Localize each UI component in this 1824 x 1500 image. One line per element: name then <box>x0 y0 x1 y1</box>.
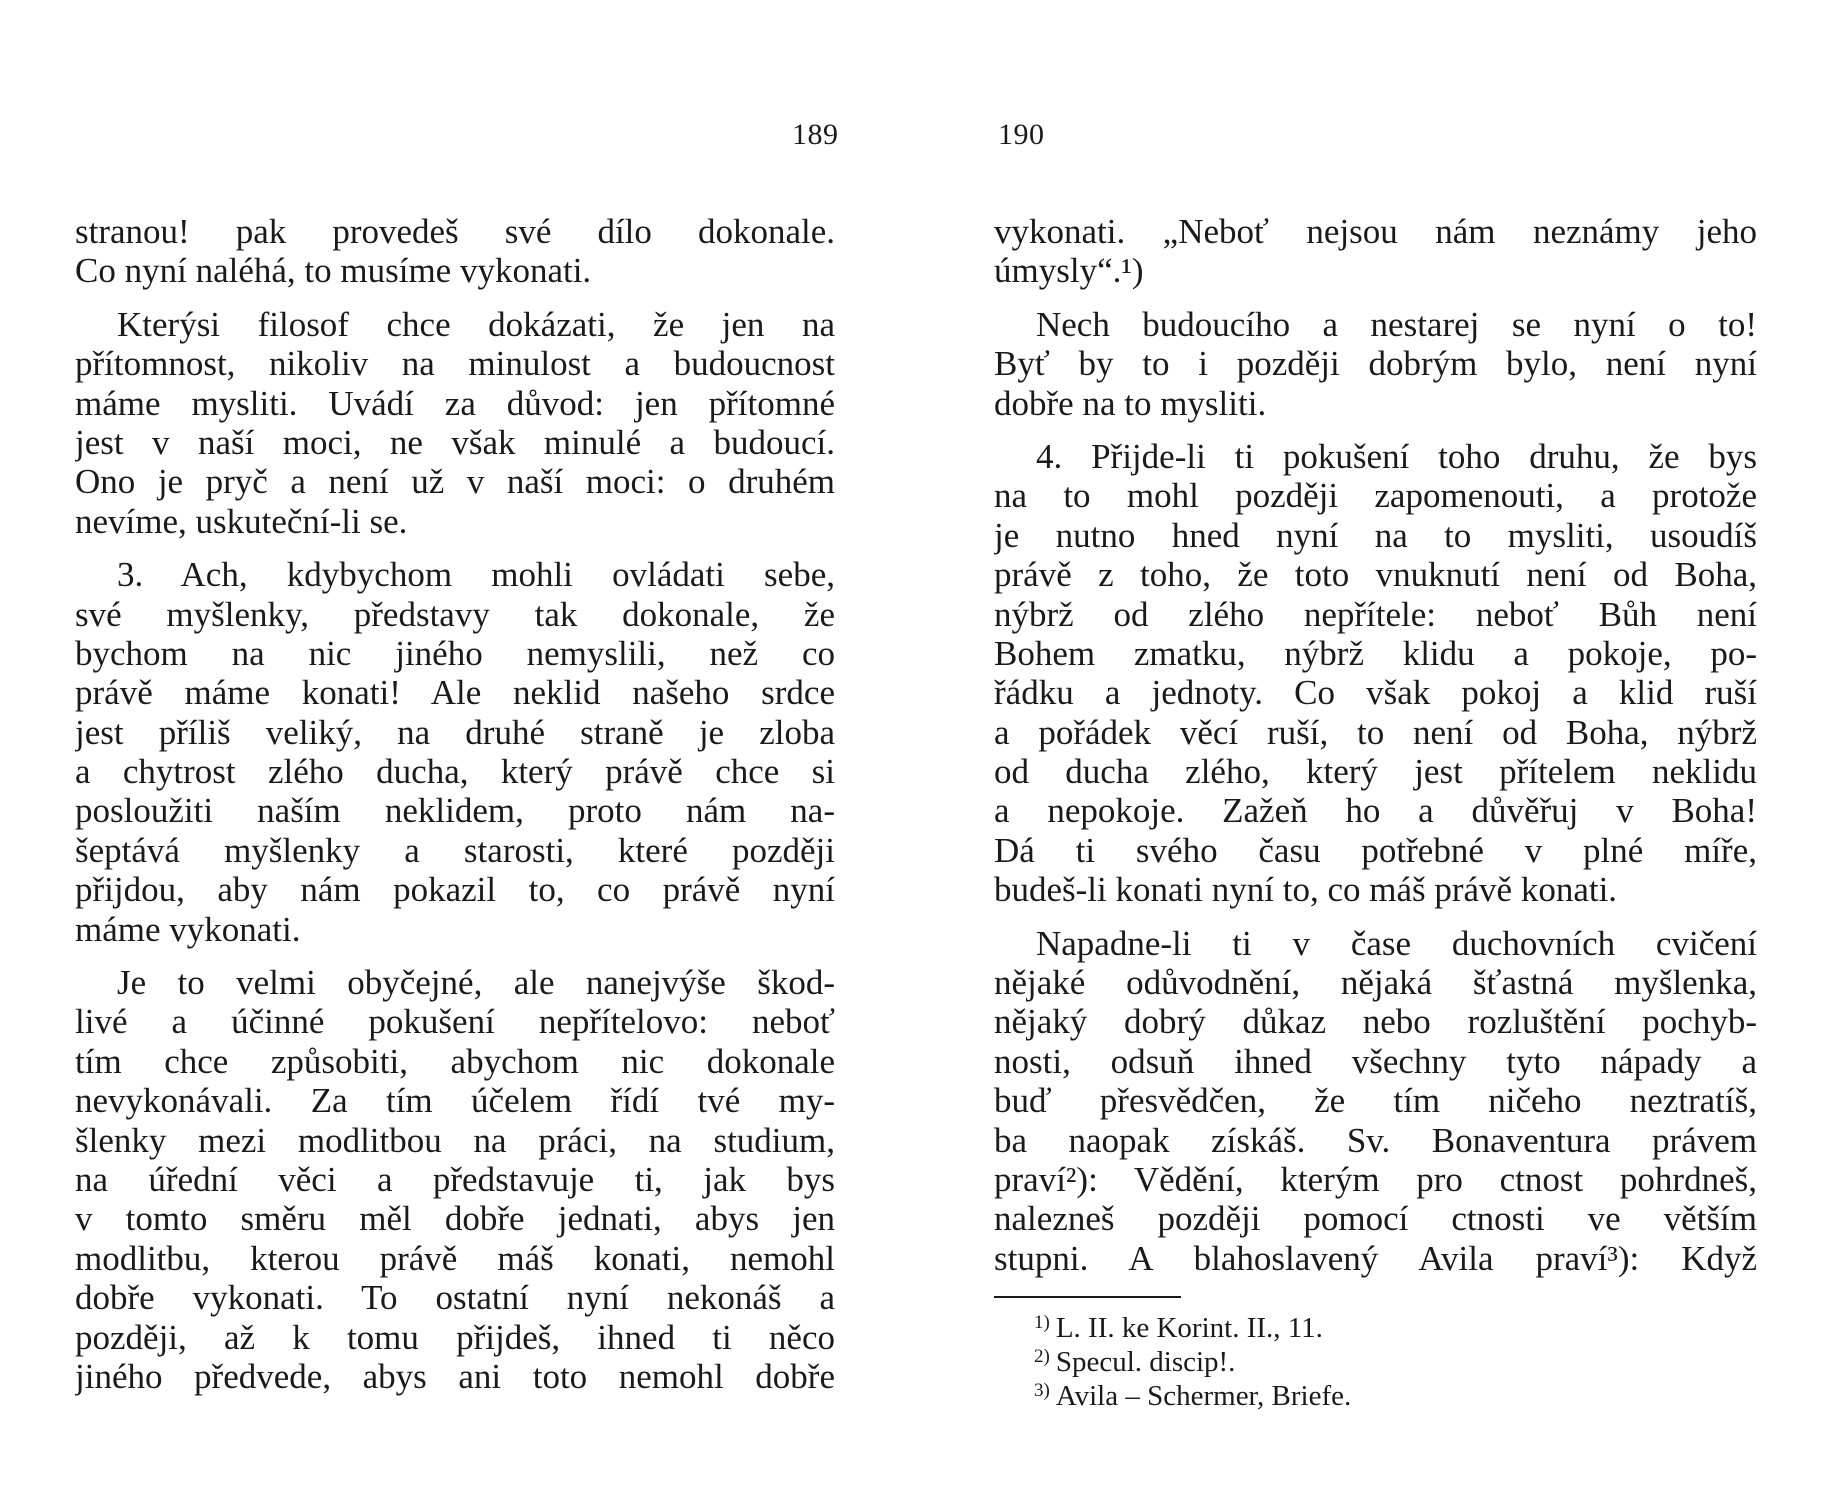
text-line: Dá ti svého času potřebné v plné míře, <box>994 830 1757 870</box>
text-line: na to mohl později zapomenouti, a protože <box>994 476 1757 516</box>
text-line: dobře vykonati. To ostatní nyní nekonáš a <box>75 1278 835 1318</box>
text-line: budeš-li konati nyní to, co máš právě konati. <box>994 870 1618 910</box>
text-line: Co nyní naléhá, to musíme vykonati. <box>75 251 592 291</box>
text-line: nějaký dobrý důkaz nebo rozluštění pochyb- <box>994 1002 1757 1042</box>
text-line: Nech budoucího a nestarej se nyní o to! <box>1036 304 1757 344</box>
text-line: jest v naší moci, ne však minulé a budoucí. <box>75 422 835 462</box>
text-line: úmysly“.¹) <box>994 251 1144 291</box>
text-line: dobře na to mysliti. <box>994 383 1267 423</box>
text-line: jiného předvede, abys ani toto nemohl dobře <box>75 1356 835 1396</box>
text-line: 3. Ach, kdybychom mohli ovládati sebe, <box>117 555 835 595</box>
footnote-text: L. II. ke Korint. II., 11. <box>1055 1312 1323 1344</box>
text-line: 4. Přijde-li ti pokušení toho druhu, že bys <box>1036 436 1757 476</box>
text-line: máme mysliti. Uvádí za důvod: jen přítomné <box>75 383 835 423</box>
text-line: praví²): Vědění, kterým pro ctnost pohrdneš, <box>994 1159 1757 1199</box>
text-line: řádku a jednoty. Co však pokoj a klid ruší <box>994 673 1757 713</box>
text-line: přijdou, aby nám pokazil to, co právě nyní <box>75 870 835 910</box>
text-line: právě máme konati! Ale neklid našeho srdce <box>75 673 835 713</box>
text-line: přítomnost, nikoliv na minulost a budoucnost <box>75 344 835 384</box>
text-line: nevíme, uskuteční-li se. <box>75 501 408 541</box>
footnote-text: Specul. discip!. <box>1055 1346 1236 1378</box>
footnote-mark: 2) <box>1034 1346 1050 1367</box>
text-line: své myšlenky, představy tak dokonale, že <box>75 594 835 634</box>
text-line: ba naopak získáš. Sv. Bonaventura právem <box>994 1120 1757 1160</box>
text-line: od ducha zlého, který jest přítelem neklidu <box>994 752 1757 792</box>
text-line: nevykonávali. Za tím účelem řídí tvé my- <box>75 1081 835 1121</box>
text-line: a pořádek věcí ruší, to není od Boha, nýbrž <box>994 712 1757 752</box>
text-line: buď přesvědčen, že tím ničeho neztratíš, <box>994 1081 1757 1121</box>
text-line: Napadne-li ti v čase duchovních cvičení <box>1036 923 1757 963</box>
text-line: stupni. A blahoslavený Avila praví³): Když <box>994 1238 1757 1278</box>
text-line: je nutno hned nyní na to mysliti, usoudíš <box>994 515 1757 555</box>
text-line: nějaké odůvodnění, nějaká šťastná myšlenka, <box>994 963 1757 1003</box>
text-line: nalezneš později pomocí ctnosti ve větším <box>994 1199 1757 1239</box>
text-line: a chytrost zlého ducha, který právě chce si <box>75 752 835 792</box>
text-line: máme vykonati. <box>75 909 301 949</box>
footnote-rule <box>994 1296 1181 1298</box>
text-line: šeptává myšlenky a starosti, které později <box>75 830 835 870</box>
text-line: na úřední věci a představuje ti, jak bys <box>75 1159 835 1199</box>
text-line: modlitbu, kterou právě máš konati, nemohl <box>75 1238 835 1278</box>
text-line: a nepokoje. Zažeň ho a důvěřuj v Boha! <box>994 791 1757 831</box>
text-line: Kterýsi filosof chce dokázati, že jen na <box>117 304 835 344</box>
page-body-text <box>75 212 835 1396</box>
text-line: Bohem zmatku, nýbrž klidu a pokoje, po- <box>994 633 1757 673</box>
text-line: vykonati. „Neboť nejsou nám neznámy jeho <box>994 212 1757 251</box>
footnote <box>1034 1374 1351 1413</box>
text-line: v tomto směru měl dobře jednati, abys jen <box>75 1199 835 1239</box>
text-line: Je to velmi obyčejné, ale nanejvýše škod- <box>117 963 835 1003</box>
text-line: později, až k tomu přijdeš, ihned ti něco <box>75 1317 835 1357</box>
text-line: jest příliš veliký, na druhé straně je zloba <box>75 712 835 752</box>
text-line: posloužiti naším neklidem, proto nám na- <box>75 791 835 831</box>
text-line: Ono je pryč a není už v naší moci: o druhém <box>75 462 835 502</box>
text-line: Byť by to i později dobrým bylo, není nyní <box>994 344 1757 384</box>
footnote-mark: 1) <box>1034 1312 1050 1333</box>
footnote-mark: 3) <box>1034 1380 1050 1401</box>
footnote-text: Avila – Schermer, Briefe. <box>1055 1380 1352 1412</box>
text-line: nosti, odsuň ihned všechny tyto nápady a <box>994 1041 1757 1081</box>
text-line: nýbrž od zlého nepřítele: neboť Bůh není <box>994 594 1757 634</box>
text-line: tím chce způsobiti, abychom nic dokonale <box>75 1041 835 1081</box>
text-line: stranou! pak provedeš své dílo dokonale. <box>75 212 835 251</box>
text-line: bychom na nic jiného nemyslili, než co <box>75 633 835 673</box>
text-line: právě z toho, že toto vnuknutí není od Boha, <box>994 555 1757 595</box>
text-line: šlenky mezi modlitbou na práci, na studium, <box>75 1120 835 1160</box>
page-body-text <box>994 212 1757 1278</box>
text-line: livé a účinné pokušení nepřítelovo: neboť <box>75 1002 835 1042</box>
page-number: 190 <box>998 118 1045 151</box>
page-number: 189 <box>792 118 839 151</box>
